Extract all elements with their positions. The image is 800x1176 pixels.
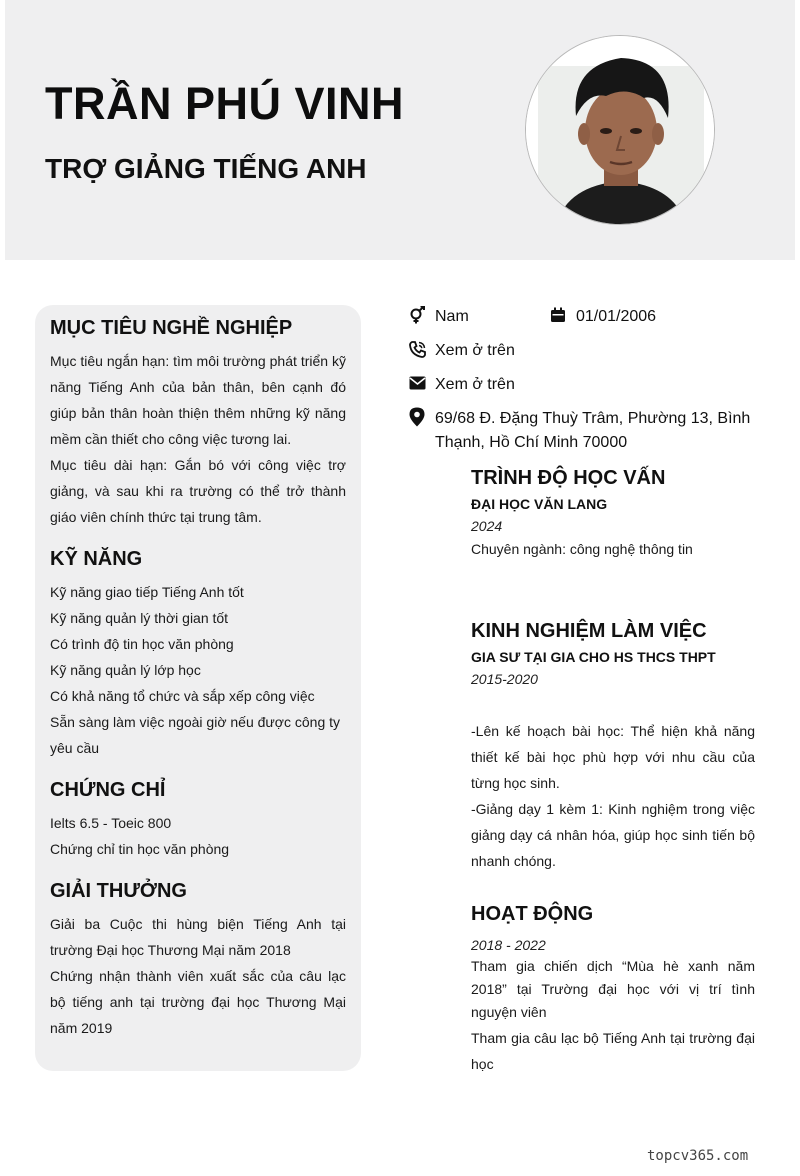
- activities-period: 2018 - 2022: [471, 937, 546, 953]
- envelope-icon: [408, 373, 426, 393]
- left-panel: [35, 305, 361, 1071]
- gender-icon: [408, 305, 426, 325]
- candidate-name: TRẦN PHÚ VINH: [45, 78, 405, 129]
- watermark: topcv365.com: [647, 1148, 749, 1164]
- experience-title: KINH NGHIỆM LÀM VIỆC: [471, 620, 707, 642]
- experience-period: 2015-2020: [471, 671, 538, 687]
- birthday-value: 01/01/2006: [576, 308, 657, 325]
- avatar-photo-icon: [526, 36, 715, 225]
- contact-address: [408, 407, 753, 455]
- experience-position: GIA SƯ TẠI GIA CHO HS THCS THPT: [471, 649, 716, 665]
- gender-value: Nam: [435, 308, 469, 325]
- contact-phone: [408, 339, 515, 363]
- activity-item: Tham gia chiến dịch “Mùa hè xanh năm 2018” tại Trường đại học với vị trí tình nguyện viên: [471, 958, 755, 1020]
- activity-item: Tham gia câu lạc bộ Tiếng Anh tại trường đại học: [471, 1030, 755, 1072]
- phone-value: Xem ở trên: [435, 342, 515, 359]
- avatar: [525, 35, 715, 225]
- education-title: TRÌNH ĐỘ HỌC VẤN: [471, 467, 666, 489]
- skill-item: Sẵn sàng làm việc ngoài giờ nếu được công ty yêu cầu: [50, 714, 341, 756]
- experience-section: [471, 620, 755, 874]
- certificates-title: CHỨNG CHỈ: [50, 779, 166, 801]
- map-pin-icon: [408, 407, 426, 427]
- skill-item: Có trình độ tin học văn phòng: [50, 636, 234, 652]
- skill-item: Kỹ năng quản lý lớp học: [50, 662, 201, 678]
- skills-title: KỸ NĂNG: [50, 548, 143, 570]
- header-banner: [5, 0, 795, 260]
- award-item: Giải ba Cuộc thi hùng biện Tiếng Anh tại trường Đại học Thương Mại năm 2018: [50, 916, 346, 958]
- awards-title: GIẢI THƯỞNG: [50, 880, 187, 902]
- education-major: Chuyên ngành: công nghệ thông tin: [471, 541, 693, 557]
- experience-detail: -Lên kế hoạch bài học: Thể hiện khả năng thiết kế bài học phù hợp với nhu cầu của từng học sinh.: [471, 723, 755, 791]
- skill-item: Có khả năng tổ chức và sắp xếp công việc: [50, 688, 315, 704]
- skill-item: Kỹ năng giao tiếp Tiếng Anh tốt: [50, 584, 244, 600]
- email-value: Xem ở trên: [435, 376, 515, 393]
- education-year: 2024: [471, 518, 503, 534]
- activities-section: [471, 903, 755, 1077]
- contact-birthday: [549, 305, 656, 329]
- calendar-icon: [549, 305, 567, 325]
- job-title: TRỢ GIẢNG TIẾNG ANH: [45, 153, 367, 184]
- skill-item: Kỹ năng quản lý thời gian tốt: [50, 610, 229, 626]
- certificate-item: Chứng chỉ tin học văn phòng: [50, 841, 230, 857]
- award-item: Chứng nhận thành viên xuất sắc của câu lạc bộ tiếng anh tại trường đại học Thương Mại năm 2019: [50, 968, 346, 1036]
- education-school: ĐẠI HỌC VĂN LANG: [471, 496, 608, 512]
- contact-gender: [408, 305, 469, 329]
- phone-icon: [408, 339, 426, 359]
- objective-title: MỤC TIÊU NGHỀ NGHIỆP: [50, 317, 293, 339]
- objective-short-term: Mục tiêu ngắn hạn: tìm môi trường phát triển kỹ năng Tiếng Anh của bản thân, bên cạnh đó giúp bản thân hoàn thiện thêm những kỹ năng mềm cần thiết cho công việc tương lai.: [50, 353, 346, 447]
- objective-long-term: Mục tiêu dài hạn: Gắn bó với công việc trợ giảng, và sau khi ra trường có thể trở thành giáo viên chính thức tại trung tâm.: [50, 457, 346, 525]
- education-section: [471, 467, 755, 561]
- address-value: 69/68 Đ. Đặng Thuỳ Trâm, Phường 13, Bình Thạnh, Hồ Chí Minh 70000: [435, 410, 751, 451]
- activities-title: HOẠT ĐỘNG: [471, 903, 594, 925]
- experience-detail: -Giảng dạy 1 kèm 1: Kinh nghiệm trong việc giảng dạy cá nhân hóa, giúp học sinh tiến bộ nhanh chóng.: [471, 801, 755, 869]
- certificate-item: Ielts 6.5 - Toeic 800: [50, 815, 172, 831]
- contact-email: [408, 373, 515, 397]
